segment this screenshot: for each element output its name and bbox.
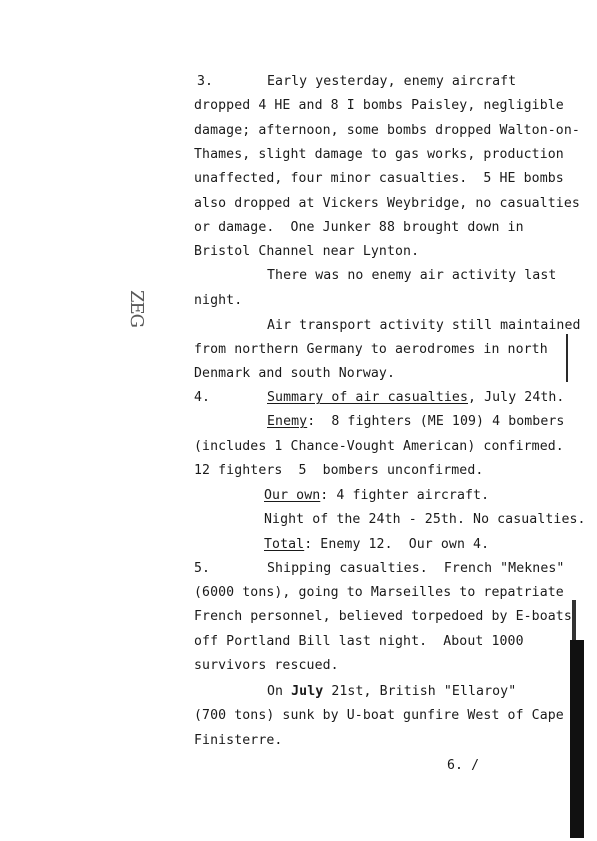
- text-line: (700 tons) sunk by U-boat gunfire West of Cape: [194, 708, 564, 723]
- total-label: Total: [264, 537, 305, 552]
- text-line: from northern Germany to aerodromes in north: [194, 342, 548, 357]
- total-text: : Enemy 12. Our own 4.: [304, 537, 490, 552]
- enemy-line: [267, 414, 564, 430]
- paragraph-number-3: 3.: [197, 74, 214, 89]
- section-heading-date: , July 24th.: [468, 390, 565, 405]
- text-line: unaffected, four minor casualties. 5 HE bombs: [194, 171, 564, 186]
- scan-edge-line: [566, 334, 568, 382]
- paragraph-number-4: 4.: [194, 390, 211, 405]
- text-line: off Portland Bill last night. About 1000: [194, 634, 524, 649]
- text-line: French personnel, believed torpedoed by E-boats: [194, 609, 572, 624]
- text-line: survivors rescued.: [194, 658, 339, 673]
- text-line: Air transport activity still maintained: [267, 318, 581, 333]
- own-line: [264, 488, 489, 504]
- enemy-text: : 8 fighters (ME 109) 4 bombers: [307, 414, 565, 429]
- enemy-label: Enemy: [267, 414, 308, 429]
- paragraph-number-5: 5.: [194, 561, 211, 576]
- text-fragment: On: [267, 684, 292, 699]
- text-line: Denmark and south Norway.: [194, 366, 395, 381]
- text-line: night.: [194, 293, 243, 308]
- text-line: Bristol Channel near Lynton.: [194, 244, 420, 259]
- text-line: dropped 4 HE and 8 I bombs Paisley, negligible: [194, 98, 564, 113]
- text-line: Early yesterday, enemy aircraft: [267, 74, 517, 89]
- total-line: [264, 537, 489, 553]
- scan-edge-bar: [570, 640, 584, 838]
- text-line: Night of the 24th - 25th. No casualties.: [264, 512, 586, 527]
- section-heading-line: [267, 390, 564, 406]
- text-line: (6000 tons), going to Marseilles to repatriate: [194, 585, 564, 600]
- text-line: (includes 1 Chance-Vought American) confirmed.: [194, 439, 564, 454]
- text-line: or damage. One Junker 88 brought down in: [194, 220, 524, 235]
- text-line: also dropped at Vickers Weybridge, no casualties: [194, 196, 580, 211]
- text-fragment: 21st, British "Ellaroy": [323, 684, 517, 699]
- text-line: Shipping casualties. French "Meknes": [267, 561, 565, 576]
- text-fragment-bold: July: [291, 684, 324, 699]
- text-line: Thames, slight damage to gas works, production: [194, 147, 564, 162]
- own-text: : 4 fighter aircraft.: [320, 488, 490, 503]
- text-line: Finisterre.: [194, 733, 283, 748]
- own-label: Our own: [264, 488, 321, 503]
- text-line: [267, 684, 516, 700]
- margin-handwritten-note: ZEG: [126, 290, 147, 328]
- scan-edge-line: [572, 600, 576, 640]
- text-line: damage; afternoon, some bombs dropped Walton-on-: [194, 123, 580, 138]
- next-page-marker: 6. /: [447, 758, 480, 773]
- section-heading: Summary of air casualties: [267, 390, 468, 405]
- text-line: 12 fighters 5 bombers unconfirmed.: [194, 463, 484, 478]
- text-line: There was no enemy air activity last: [267, 268, 557, 283]
